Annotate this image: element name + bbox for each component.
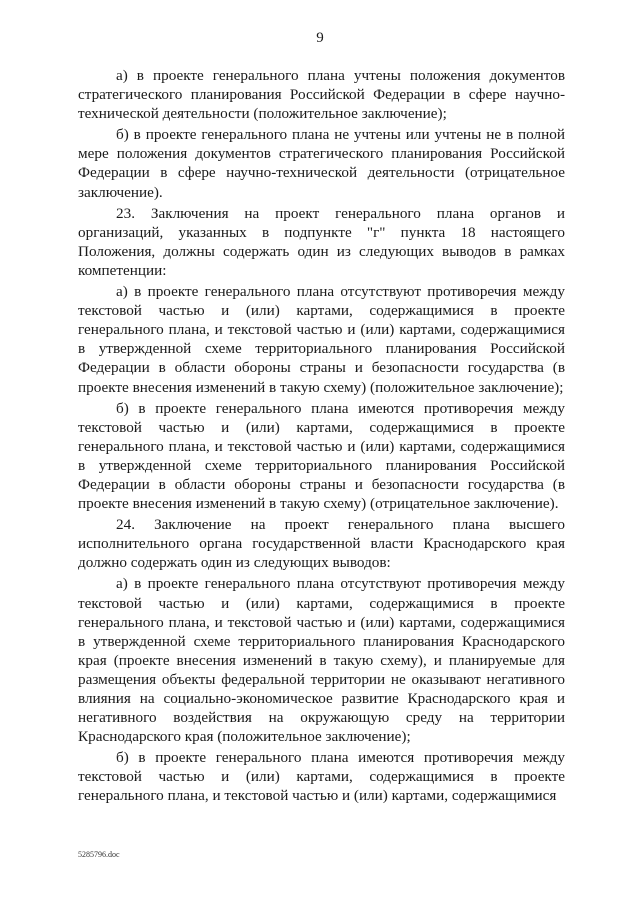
paragraph: а) в проекте генерального плана отсутствуют противоречия между текстовой частью и (или) картами, содержащимися в проекте генерального плана, и текстовой частью и (или) картами, содержащимися в утвержденной схеме территориального планирования Краснодарского края (проекте внесения изменений в такую схему), и планируемые для размещения объекты федеральной территории не оказывают негативного влияния на социально-экономическое развитие Краснодарского края и негативного воздействия на окружающую среду на территории Краснодарского края (положительное заключение);: [78, 575, 565, 746]
paragraph: б) в проекте генерального плана имеются противоречия между текстовой частью и (или) картами, содержащимися в проекте генерального плана, и текстовой частью и (или) картами, содержащимися: [78, 749, 565, 805]
paragraph: а) в проекте генерального плана учтены положения документов стратегического планирования Российской Федерации в сфере научно-технической деятельности (положительное заключение);: [78, 67, 565, 123]
page-number: 9: [316, 30, 324, 46]
paragraph: 24. Заключение на проект генерального плана высшего исполнительного органа государственной власти Краснодарского края должно содержать один из следующих выводов:: [78, 516, 565, 572]
paragraph: б) в проекте генерального плана имеются противоречия между текстовой частью и (или) картами, содержащимися в проекте генерального плана, и текстовой частью и (или) картами, содержащимися в утвержденной схеме территориального планирования Российской Федерации в области обороны страны и безопасности государства (в проекте внесения изменений в такую схему) (отрицательное заключение).: [78, 399, 565, 513]
file-name-footer: 5285796.doc: [78, 850, 120, 859]
paragraph: 23. Заключения на проект генерального плана органов и организаций, указанных в подпункте "г" пункта 18 настоящего Положения, должны содержать один из следующих выводов в рамках компетенции:: [78, 204, 565, 279]
paragraph: б) в проекте генерального плана не учтены или учтены не в полной мере положения документов стратегического планирования Российской Федерации в сфере научно-технической деятельности (отрицательное заключение).: [78, 126, 565, 201]
paragraph: а) в проекте генерального плана отсутствуют противоречия между текстовой частью и (или) картами, содержащимися в проекте генерального плана, и текстовой частью и (или) картами, содержащимися в утвержденной схеме территориального планирования Российской Федерации в области обороны страны и безопасности государства (в проекте внесения изменений в такую схему) (положительное заключение);: [78, 283, 565, 396]
document-body: [78, 66, 565, 808]
